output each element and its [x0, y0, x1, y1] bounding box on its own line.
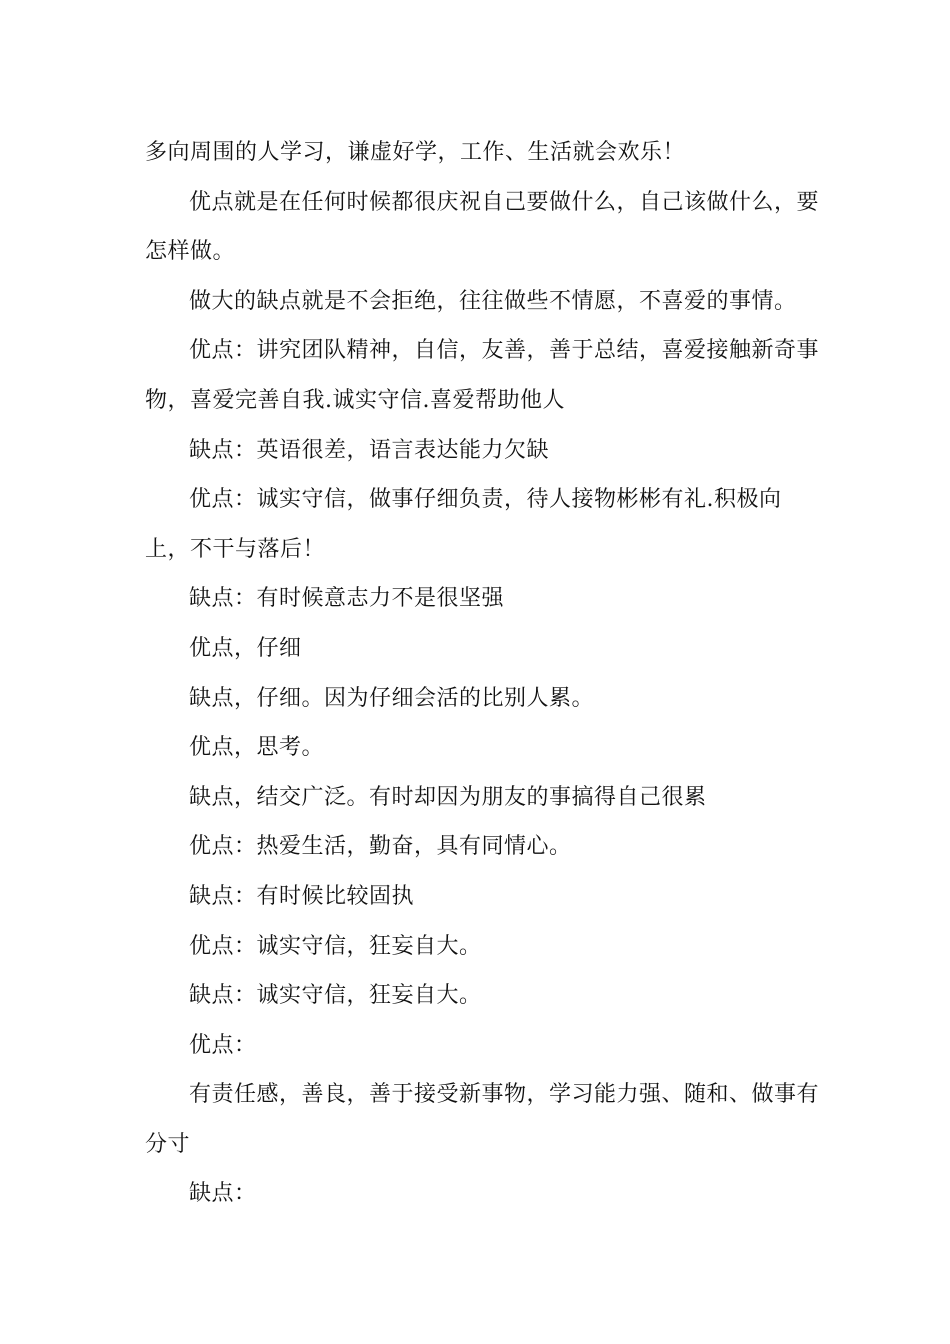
paragraph: 做大的缺点就是不会拒绝，往往做些不情愿，不喜爱的事情。 — [189, 288, 797, 314]
paragraph: 优点就是在任何时候都很庆祝自己要做什么，自己该做什么，要怎样做。 — [145, 189, 820, 265]
paragraph: 缺点：诚实守信，狂妄自大。 — [189, 983, 482, 1009]
paragraph: 优点：诚实守信，狂妄自大。 — [189, 933, 482, 959]
paragraph: 缺点，仔细。因为仔细会活的比别人累。 — [189, 685, 595, 711]
paragraph: 优点，思考。 — [189, 735, 325, 761]
paragraph: 优点，仔细 — [189, 635, 302, 661]
paragraph: 多向周围的人学习，谦虚好学，工作、生活就会欢乐！ — [145, 140, 686, 165]
paragraph: 缺点：有时候意志力不是很坚强 — [189, 586, 505, 612]
paragraph: 有责任感，善良，善于接受新事物，学习能力强、随和、做事有分寸 — [145, 1082, 820, 1157]
paragraph: 缺点：有时候比较固执 — [189, 883, 415, 909]
paragraph: 优点：热爱生活，勤奋，具有同情心。 — [189, 834, 572, 860]
document-body — [145, 128, 825, 1219]
paragraph: 优点： — [189, 1032, 257, 1058]
paragraph: 缺点： — [189, 1181, 257, 1207]
paragraph: 优点：诚实守信，做事仔细负责，待人接物彬彬有礼.积极向上，不干与落后！ — [145, 487, 782, 562]
paragraph: 缺点：英语很差，语言表达能力欠缺 — [189, 437, 550, 463]
paragraph: 优点：讲究团队精神，自信，友善，善于总结，喜爱接触新奇事物，喜爱完善自我.诚实守信.喜爱帮助他人 — [145, 338, 820, 413]
paragraph: 缺点，结交广泛。有时却因为朋友的事搞得自己很累 — [189, 784, 707, 810]
